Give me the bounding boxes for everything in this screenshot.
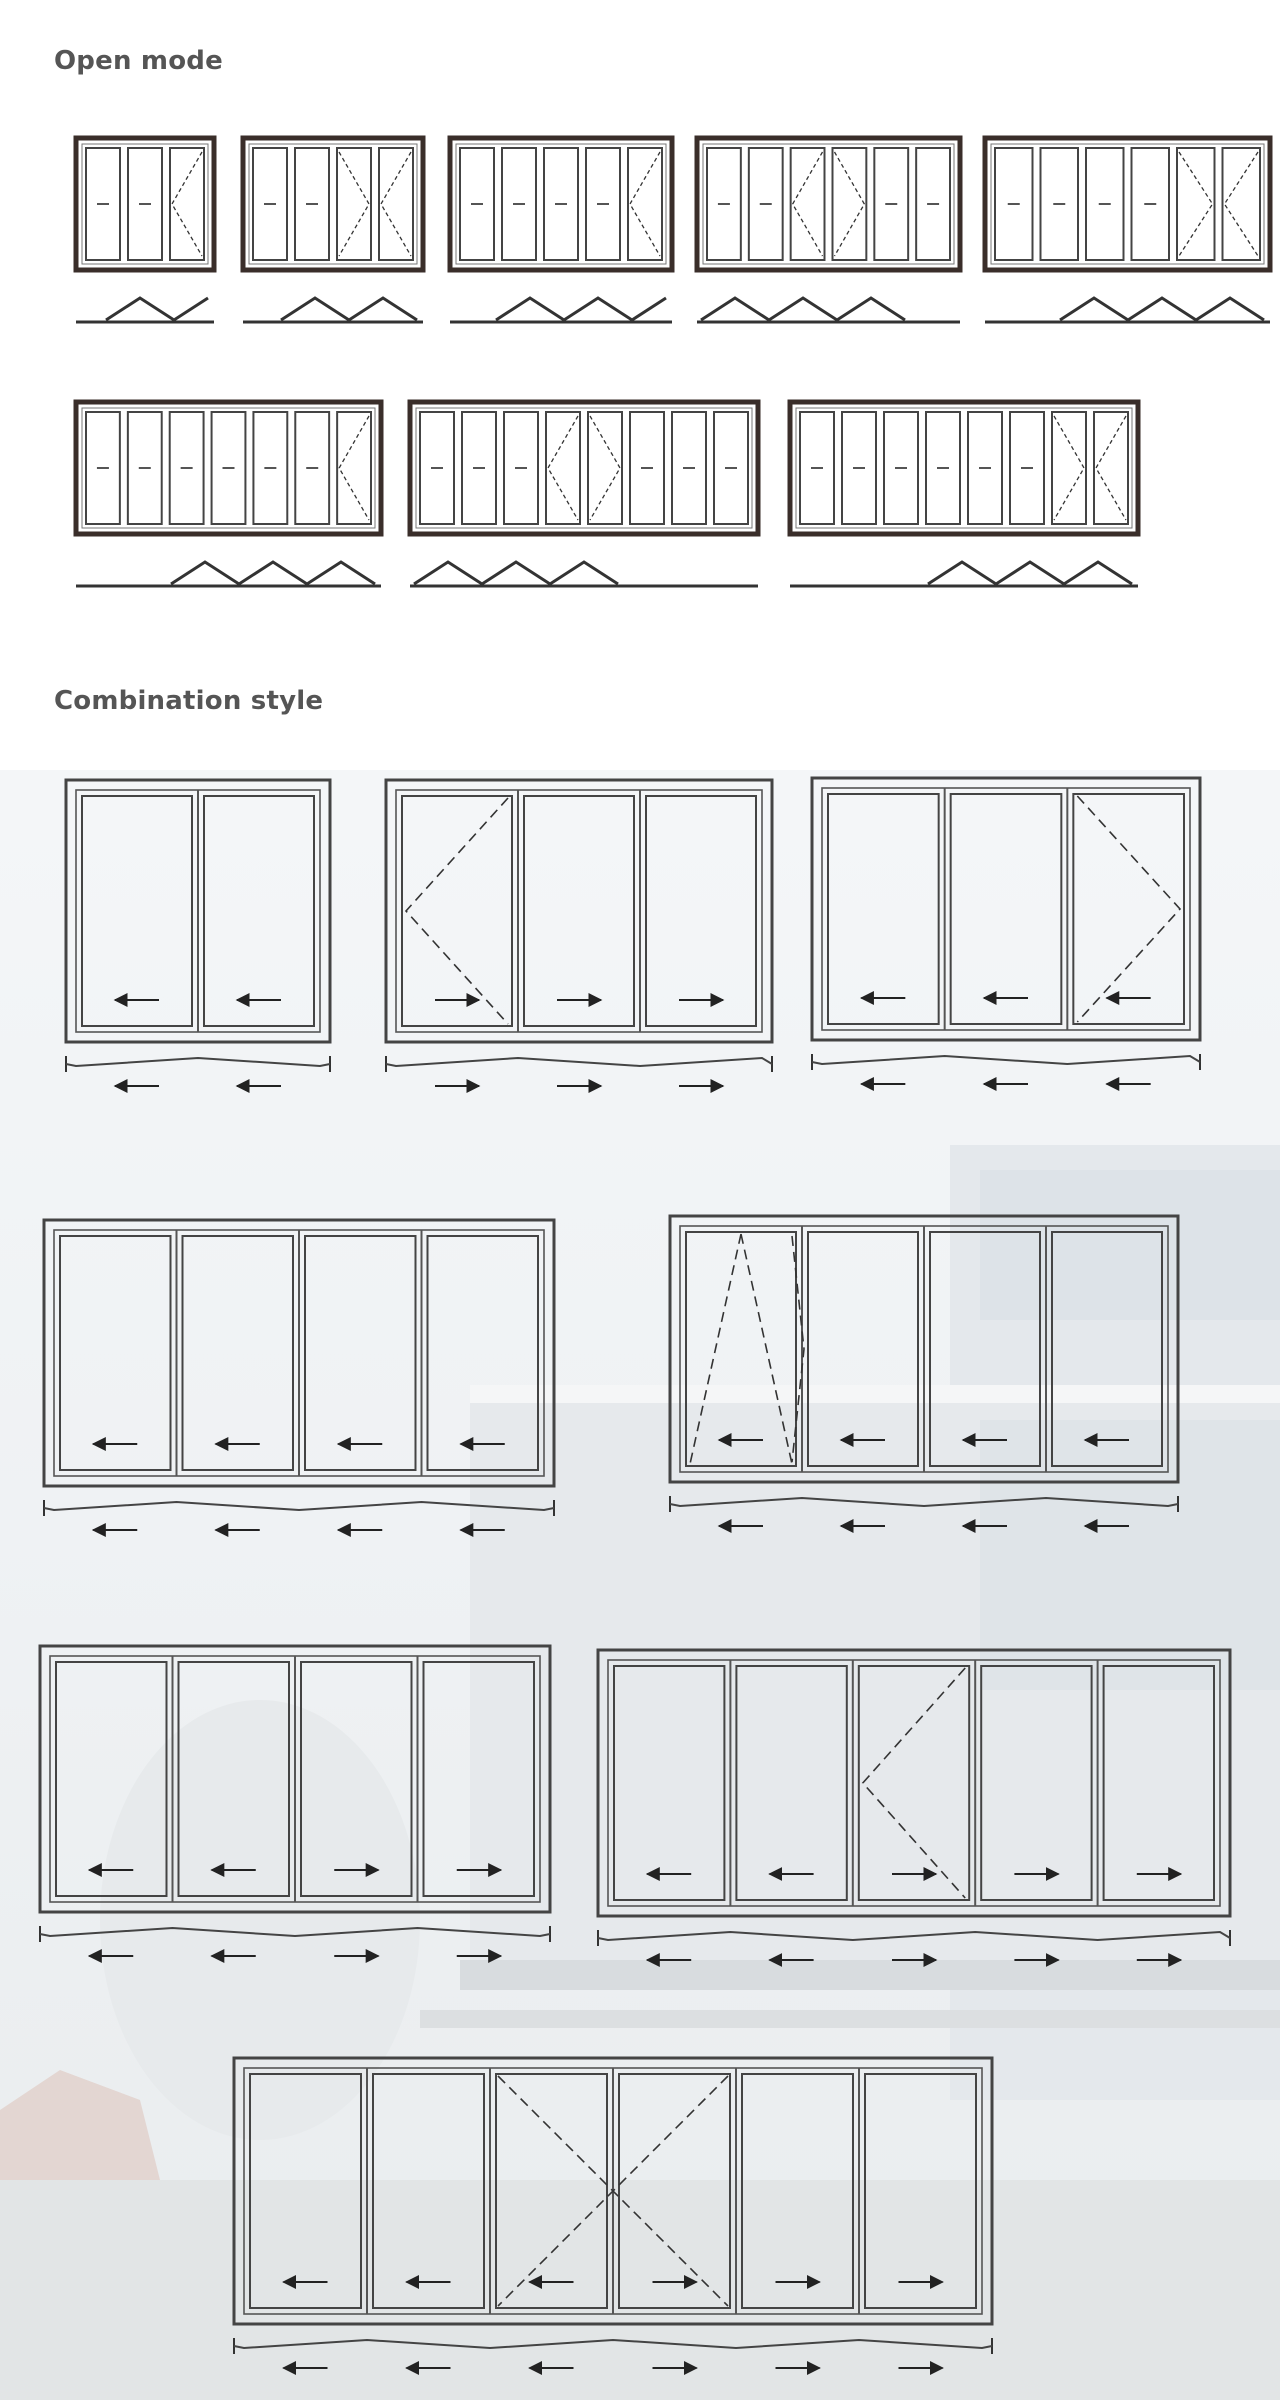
- open-mode-diagram-7: [410, 402, 758, 586]
- fold-zigzag: [1060, 298, 1264, 320]
- fold-zigzag: [171, 562, 375, 584]
- open-mode-heading: Open mode: [54, 46, 223, 76]
- combination-style-heading: Combination style: [54, 686, 324, 716]
- fold-zigzag: [106, 298, 208, 320]
- fold-zigzag: [414, 562, 618, 584]
- open-mode-diagram-6: [76, 402, 381, 586]
- fold-zigzag: [496, 298, 666, 320]
- fold-zigzag: [281, 298, 417, 320]
- fold-zigzag: [701, 298, 905, 320]
- open-mode-diagram-5: [985, 138, 1270, 322]
- open-mode-diagram-8: [790, 402, 1138, 586]
- open-mode-diagram-1: [76, 138, 214, 322]
- open-mode-diagram-2: [243, 138, 423, 322]
- door-frame: [697, 138, 960, 270]
- open-mode-diagram-4: [697, 138, 960, 322]
- fold-zigzag: [928, 562, 1132, 584]
- open-mode-diagram-3: [450, 138, 672, 322]
- door-frame: [985, 138, 1270, 270]
- open-mode-diagrams: [76, 138, 1270, 586]
